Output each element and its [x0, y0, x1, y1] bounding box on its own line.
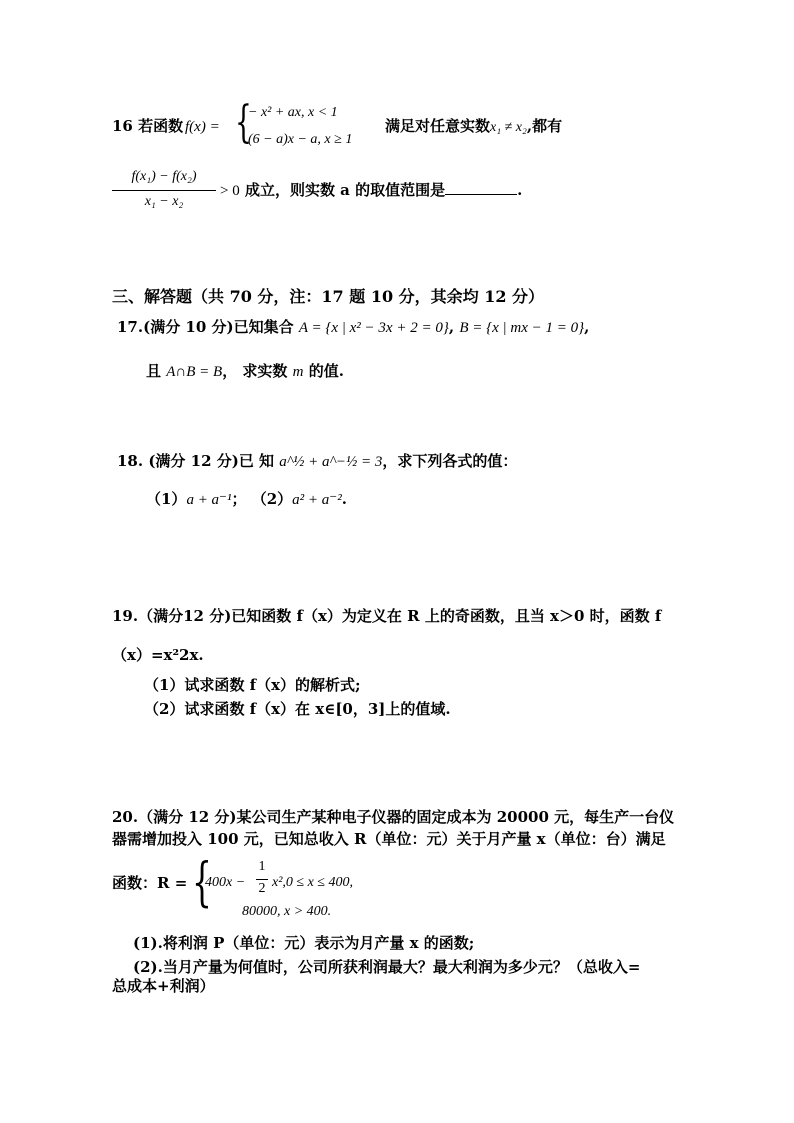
q18-p1: a + a⁻¹: [186, 492, 232, 508]
q17-prefix: 17.(满分 10 分)已知集合: [117, 318, 294, 336]
q18-tail: ，求下列各式的值：: [382, 452, 518, 470]
q16-brace: {: [235, 97, 252, 148]
q18-sep: ； （2）: [231, 490, 293, 508]
q20-part2-cont: 总成本+利润）: [112, 977, 215, 995]
q19-line1: 19.（满分12 分)已知函数 f（x）为定义在 R 上的奇函数，且当 x＞0 时，函数 f: [112, 607, 662, 625]
q16-answer-blank[interactable]: [445, 180, 517, 195]
q16-gt0: > 0: [220, 183, 240, 199]
q20-half-bar: [256, 879, 268, 880]
q16-cond: 满足对任意实数: [385, 117, 491, 135]
q16-case2: (6 − a)x − a, x ≥ 1: [248, 132, 353, 147]
q19-part1: （1）试求函数 f（x）的解析式;: [144, 676, 361, 694]
q18-expr: a^½ + a^−½ = 3: [279, 454, 383, 470]
q17-line2: [146, 361, 344, 382]
q18-p1-label: （1）: [146, 490, 187, 508]
q20-brace: {: [192, 853, 212, 913]
q17-comma: ,: [448, 318, 455, 336]
q20-part2: (2).当月产量为何值时，公司所获利润最大？最大利润为多少元？（总收入=: [133, 958, 641, 976]
q16-end: .: [517, 181, 523, 199]
q16-line2-text: 成立，则实数 a 的取值范围是: [244, 181, 446, 199]
q18-line2: [146, 489, 347, 510]
q16-fx: f(x) =: [185, 119, 220, 135]
q16-frac-den: x₁ − x₂: [144, 194, 184, 209]
section3-heading: 三、解答题（共 70 分，注：17 题 10 分，其余均 12 分）: [112, 287, 545, 306]
q16-x1x2: x₁ ≠ x₂: [490, 120, 527, 135]
q18-end: .: [341, 490, 347, 508]
q16-case1: − x² + ax, x < 1: [248, 105, 338, 120]
q20-line1: 20.（满分 12 分)某公司生产某种电子仪器的固定成本为 20000 元，每生产一台仪: [112, 808, 675, 826]
q17-line2-c: 的值.: [308, 362, 344, 380]
q17-line2-a: 且: [146, 362, 162, 380]
q18-line1: [117, 451, 517, 472]
q17-setB: B = {x | mx − 1 = 0}: [459, 320, 585, 336]
q18-p2: a² + a⁻²: [292, 492, 342, 508]
q16-cond-line: [385, 116, 562, 138]
q19-part2: （2）试求函数 f（x）在 x∈[0，3]上的值域.: [144, 700, 451, 718]
q17-setA: A = {x | x² − 3x + 2 = 0}: [298, 320, 449, 336]
q17-end: ,: [584, 318, 590, 336]
q16-tail: ,都有: [526, 117, 563, 135]
q20-func-label: 函数：R =: [112, 874, 188, 892]
q16-line2: [220, 180, 522, 201]
q20-case1-b: x²,0 ≤ x ≤ 400,: [272, 875, 353, 890]
q17-line2-b: ， 求实数: [222, 362, 288, 380]
q17-m: m: [292, 364, 304, 380]
q20-part1: (1).将利润 P（单位：元）表示为月产量 x 的函数;: [133, 934, 475, 952]
q16-prefix: 16 若函数: [112, 117, 184, 135]
q16-frac-num: f(x₁) − f(x₂): [131, 169, 197, 184]
q16-frac-bar: [112, 190, 216, 191]
q17-cond: A∩B = B: [166, 364, 223, 380]
q18-prefix: 18. (满分 12 分)已 知: [117, 452, 275, 470]
q20-half-num: 1: [258, 859, 266, 874]
q17-line1: [117, 317, 589, 338]
q20-case2: 80000, x > 400.: [242, 904, 332, 919]
q19-line2: （x）=x²2x.: [112, 646, 204, 664]
q20-half-den: 2: [258, 881, 266, 896]
q20-case1-a: 400x −: [205, 875, 246, 890]
q16-line1: [112, 116, 183, 136]
q20-line2: 器需增加投入 100 元，已知总收入 R（单位：元）关于月产量 x（单位：台）满足: [112, 830, 666, 848]
